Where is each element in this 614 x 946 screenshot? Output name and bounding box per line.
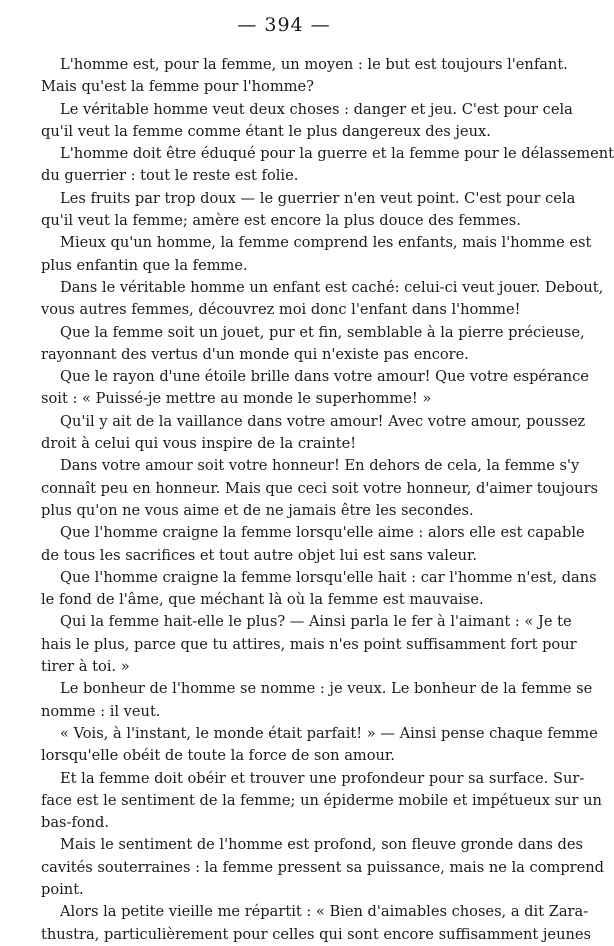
text-line: Et la femme doit obéir et trouver une profondeur pour sa surface. Sur- xyxy=(60,769,585,787)
text-line: Que le rayon d'une étoile brille dans votre amour! Que votre espérance xyxy=(60,368,589,386)
text-line: Mais le sentiment de l'homme est profond, son fleuve gronde dans des xyxy=(60,836,583,854)
body-text xyxy=(41,54,614,946)
text-line: plus qu'on ne vous aime et de ne jamais être les secondes. xyxy=(41,501,474,519)
text-line: face est le sentiment de la femme; un épiderme mobile et impétueux sur un xyxy=(41,791,602,809)
paragraph xyxy=(41,611,577,678)
text-line: Dans le véritable homme un enfant est caché: celui-ci veut jouer. Debout, xyxy=(60,278,604,296)
text-line: Mais qu'est la femme pour l'homme? xyxy=(41,78,314,96)
paragraph xyxy=(41,723,598,768)
paragraph xyxy=(41,99,571,144)
paragraph xyxy=(41,901,591,946)
paragraph xyxy=(41,567,597,612)
page-number: — 394 — xyxy=(237,14,331,36)
text-line: L'homme doit être éduqué pour la guerre et la femme pour le délassement xyxy=(60,145,614,163)
paragraph xyxy=(41,143,614,188)
text-line: Alors la petite vieille me répartit : « Bien d'aimables choses, a dit Zara- xyxy=(60,903,589,921)
text-line: Le véritable homme veut deux choses : danger et jeu. C'est pour cela xyxy=(60,100,573,118)
text-line: droit à celui qui vous inspire de la crainte! xyxy=(41,435,357,453)
paragraph xyxy=(41,522,585,567)
paragraph xyxy=(41,232,592,277)
paragraph xyxy=(41,54,571,99)
text-line: Les fruits par trop doux — le guerrier n'en veut point. C'est pour cela xyxy=(60,189,576,207)
text-line: connaît peu en honneur. Mais que ceci soit votre honneur, d'aimer toujours xyxy=(41,479,599,497)
text-line: vous autres femmes, découvrez moi donc l'enfant dans l'homme! xyxy=(41,301,521,319)
text-line: point. xyxy=(41,880,84,898)
text-line: Que l'homme craigne la femme lorsqu'elle hait : car l'homme n'est, dans xyxy=(60,568,597,586)
text-line: bas-fond. xyxy=(41,814,110,832)
text-line: qu'il veut la femme; amère est encore la plus douce des femmes. xyxy=(41,212,521,230)
text-line: hais le plus, parce que tu attires, mais n'es point suffisamment fort pour xyxy=(41,635,577,653)
text-line: lorsqu'elle obéit de toute la force de son amour. xyxy=(41,747,395,765)
paragraph xyxy=(41,834,605,901)
text-line: nomme : il veut. xyxy=(41,702,161,720)
paragraph xyxy=(41,411,586,456)
text-line: rayonnant des vertus d'un monde qui n'existe pas encore. xyxy=(41,345,469,363)
paragraph xyxy=(41,188,576,233)
text-line: Qui la femme hait-elle le plus? — Ainsi parla le fer à l'aimant : « Je te xyxy=(60,613,572,631)
text-line: thustra, particulièrement pour celles qui sont encore suffisamment jeunes xyxy=(41,925,591,943)
paragraph xyxy=(41,455,599,522)
text-line: Dans votre amour soit votre honneur! En dehors de cela, la femme s'y xyxy=(60,457,580,475)
paragraph xyxy=(41,366,589,411)
text-line: L'homme est, pour la femme, un moyen : le but est toujours l'enfant. xyxy=(60,56,568,73)
paragraph xyxy=(41,322,585,367)
text-line: Qu'il y ait de la vaillance dans votre amour! Avec votre amour, poussez xyxy=(60,412,586,430)
paragraph xyxy=(41,678,593,723)
text-line: Mieux qu'un homme, la femme comprend les enfants, mais l'homme est xyxy=(60,234,592,252)
paragraph xyxy=(41,768,602,835)
text-line: de tous les sacrifices et tout autre objet lui est sans valeur. xyxy=(41,546,477,564)
text-line: plus enfantin que la femme. xyxy=(41,256,248,274)
text-line: soit : « Puissé-je mettre au monde le superhomme! » xyxy=(41,390,432,408)
text-line: Le bonheur de l'homme se nomme : je veux. Le bonheur de la femme se xyxy=(60,680,593,698)
text-line: tirer à toi. » xyxy=(41,658,130,676)
paragraph xyxy=(41,277,604,322)
text-line: cavités souterraines : la femme pressent sa puissance, mais ne la comprend xyxy=(41,858,605,876)
text-line: « Vois, à l'instant, le monde était parfait! » — Ainsi pense chaque femme xyxy=(60,724,598,742)
text-line: qu'il veut la femme comme étant le plus dangereux des jeux. xyxy=(41,122,491,140)
text-line: Que l'homme craigne la femme lorsqu'elle aime : alors elle est capable xyxy=(60,524,585,542)
text-line: du guerrier : tout le reste est folie. xyxy=(41,167,299,185)
text-line: Que la femme soit un jouet, pur et fin, semblable à la pierre précieuse, xyxy=(60,323,585,341)
text-line: le fond de l'âme, que méchant là où la femme est mauvaise. xyxy=(41,591,484,609)
